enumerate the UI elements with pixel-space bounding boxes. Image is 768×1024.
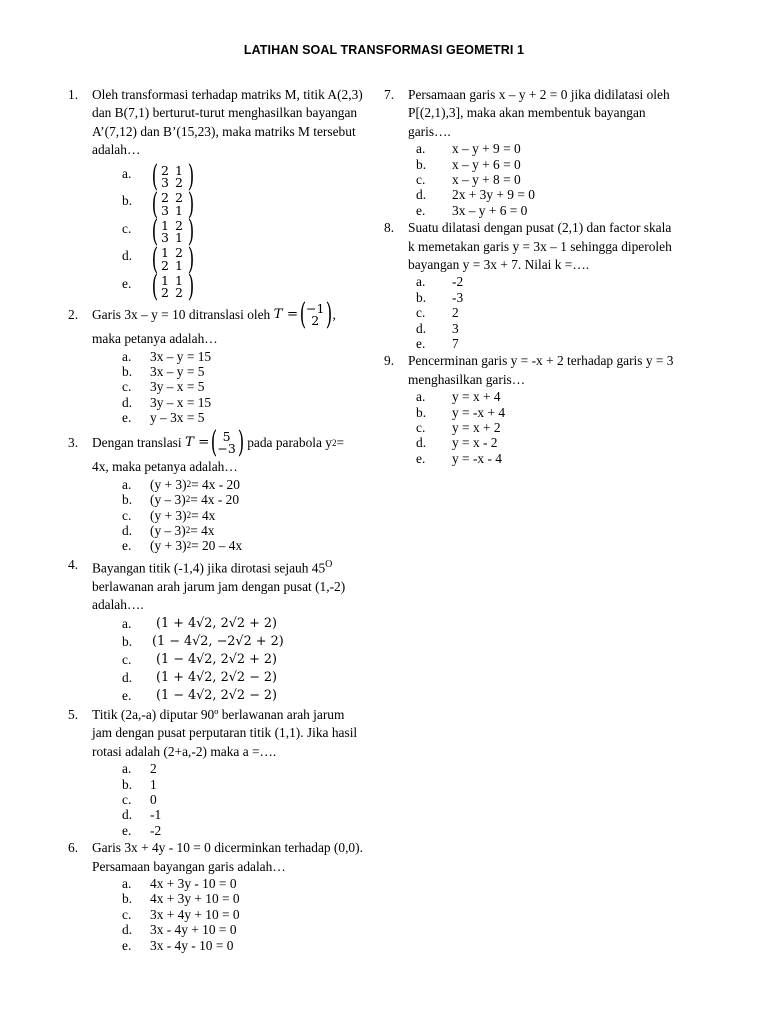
option-b[interactable]	[122, 186, 368, 222]
question-text-line2: 4x, maka petanya adalah…	[92, 459, 238, 475]
question-8	[384, 219, 674, 351]
option-list	[122, 761, 368, 838]
option-b[interactable]: b. 1	[122, 776, 157, 792]
option-d[interactable]: d. 3x - 4y + 10 = 0	[122, 922, 237, 938]
option-a[interactable]: a. y = x + 4	[416, 389, 501, 405]
matrix: ( 1 2 3 1 )	[151, 214, 195, 250]
question-number: 8.	[384, 220, 395, 236]
option-e[interactable]: e. -2	[122, 822, 162, 838]
option-c[interactable]: c. (y + 3) 2 = 4x	[122, 507, 216, 523]
option-list	[122, 159, 368, 305]
option-c[interactable]	[122, 214, 368, 250]
question-2	[68, 297, 368, 426]
question-5	[68, 706, 368, 838]
option-a[interactable]: a. 3x – y = 15	[122, 348, 212, 364]
option-b[interactable]: b. y = -x + 4	[416, 404, 506, 420]
option-b[interactable]: b. x – y + 6 = 0	[416, 156, 521, 172]
option-d[interactable]: d. -1	[122, 807, 162, 823]
option-c[interactable]: c. (1 − 4√2, 2√2 + 2)	[122, 652, 277, 668]
left-column	[68, 86, 368, 953]
option-b[interactable]: b. -3	[416, 289, 464, 305]
option-e[interactable]	[122, 269, 368, 305]
question-text: Persamaan garis x – y + 2 = 0 jika didilatasi oleh P[(2,1),3], maka akan membentuk bayangan garis….	[408, 87, 670, 139]
option-letter: e.	[122, 275, 132, 291]
question-text: Garis 3x + 4y - 10 = 0 dicerminkan terhadap (0,0). Persamaan bayangan garis adalah…	[92, 840, 363, 874]
question-9	[384, 352, 674, 466]
question-number: 1.	[68, 87, 79, 102]
option-list	[122, 615, 368, 705]
translation-label: T =	[273, 306, 299, 322]
option-e[interactable]: e. (y + 3) 2 = 20 – 4x	[122, 538, 243, 554]
question-number: 5.	[68, 707, 79, 722]
option-letter: d.	[122, 248, 133, 264]
translation-vector: ( −1 2 )	[299, 297, 333, 333]
option-b[interactable]: b. 3x – y = 5	[122, 363, 205, 379]
option-list	[416, 274, 674, 351]
option-letter: a.	[122, 165, 132, 181]
question-number: 7.	[384, 87, 395, 102]
question-number: 6.	[68, 840, 79, 856]
matrix: ( 2 1 3 2 )	[151, 159, 195, 195]
option-b[interactable]: b. 4x + 3y + 10 = 0	[122, 891, 240, 907]
option-a[interactable]: a. x – y + 9 = 0	[416, 141, 521, 157]
option-list	[416, 141, 674, 218]
option-d[interactable]: d. 3y – x = 15	[122, 394, 212, 410]
question-number: 2.	[68, 307, 79, 323]
question-text: Bayangan titik (-1,4) jika dirotasi sejauh $45^O$ berlawanan arah jarum jam dengan pusat (1,-2) adalah….	[92, 558, 346, 613]
matrix: ( 1 1 2 2 )	[151, 269, 195, 305]
option-c[interactable]: c. 3y – x = 5	[122, 379, 205, 395]
option-a[interactable]: a. 2	[122, 761, 157, 777]
option-e[interactable]: e. y – 3x = 5	[122, 410, 205, 426]
question-number: 4.	[68, 556, 79, 572]
option-d[interactable]: d. (y – 3) 2 = 4x	[122, 523, 215, 539]
question-number: 9.	[384, 353, 395, 369]
question-4	[68, 556, 368, 705]
right-column	[384, 86, 674, 466]
question-3	[68, 425, 368, 554]
option-c[interactable]: c. 2	[416, 305, 459, 321]
option-c[interactable]: c. y = x + 2	[416, 419, 501, 435]
option-letter: b.	[122, 193, 133, 209]
option-c[interactable]: c. 3x + 4y + 10 = 0	[122, 906, 240, 922]
matrix: ( 2 2 3 1 )	[151, 186, 195, 222]
option-list	[122, 477, 368, 554]
question-text-line2: maka petanya adalah…	[92, 331, 218, 347]
option-c[interactable]: c. x – y + 8 = 0	[416, 172, 521, 187]
option-b[interactable]: b. (1 − 4√2, −2√2 + 2)	[122, 633, 284, 649]
option-letter: c.	[122, 220, 132, 236]
option-a[interactable]: a. (y + 3) 2 = 4x - 20	[122, 476, 240, 492]
option-b[interactable]: b. (y – 3) 2 = 4x - 20	[122, 492, 240, 508]
question-text: Oleh transformasi terhadap matriks M, titik A(2,3) dan B(7,1) berturut-turut menghasilkan bayangan A’(7,12) dan B’(15,23), maka matriks M tersebut adalah…	[92, 87, 363, 158]
option-list	[122, 349, 368, 426]
question-text: Suatu dilatasi dengan pusat (2,1) dan factor skala k memetakan garis y = 3x – 1 sehingga diperoleh bayangan y = 3x + 7. Nilai k =….	[408, 220, 672, 272]
question-text: Pencerminan garis y = -x + 2 terhadap garis y = 3 menghasilkan garis…	[408, 353, 674, 387]
option-list	[416, 389, 674, 466]
option-d[interactable]: d. 3	[416, 320, 459, 336]
option-d[interactable]: d. (1 + 4√2, 2√2 − 2)	[122, 670, 277, 686]
option-d[interactable]	[122, 241, 368, 277]
option-d[interactable]: d. 2x + 3y + 9 = 0	[416, 187, 535, 203]
question-text: Garis 3x – y = 10 ditranslasi oleh T = ( −1 2 ) ,	[92, 297, 336, 333]
option-a[interactable]: a. 4x + 3y - 10 = 0	[122, 875, 237, 891]
matrix: ( 1 2 2 1 )	[151, 241, 195, 277]
option-e[interactable]: e. (1 − 4√2, 2√2 − 2)	[122, 688, 277, 704]
option-e[interactable]: e. 7	[416, 335, 459, 351]
option-d[interactable]: d. y = x - 2	[416, 435, 498, 451]
question-1	[68, 86, 368, 305]
translation-vector: ( 5 −3 )	[211, 425, 245, 461]
option-a[interactable]	[122, 159, 368, 195]
question-text: Titik (2a,-a) diputar 90º berlawanan arah jarum jam dengan pusat perputaran titik (1,1). Jika hasil rotasi adalah (2+a,-2) maka a =….	[92, 707, 358, 759]
translation-label: T =	[184, 435, 210, 451]
question-text: Dengan translasi T = ( 5 −3 ) pada parabola y 2 =	[92, 425, 345, 461]
option-e[interactable]: e. 3x – y + 6 = 0	[416, 202, 528, 218]
option-list	[122, 876, 368, 953]
option-e[interactable]: e. 3x - 4y - 10 = 0	[122, 937, 234, 953]
question-number: 3.	[68, 435, 79, 451]
page-title: LATIHAN SOAL TRANSFORMASI GEOMETRI 1	[243, 43, 525, 57]
option-a[interactable]: a. (1 + 4√2, 2√2 + 2)	[122, 615, 277, 631]
option-c[interactable]: c. 0	[122, 792, 157, 807]
question-7	[384, 86, 674, 218]
option-e[interactable]: e. y = -x - 4	[416, 450, 502, 466]
option-a[interactable]: a. -2	[416, 274, 464, 290]
question-6	[68, 839, 368, 953]
